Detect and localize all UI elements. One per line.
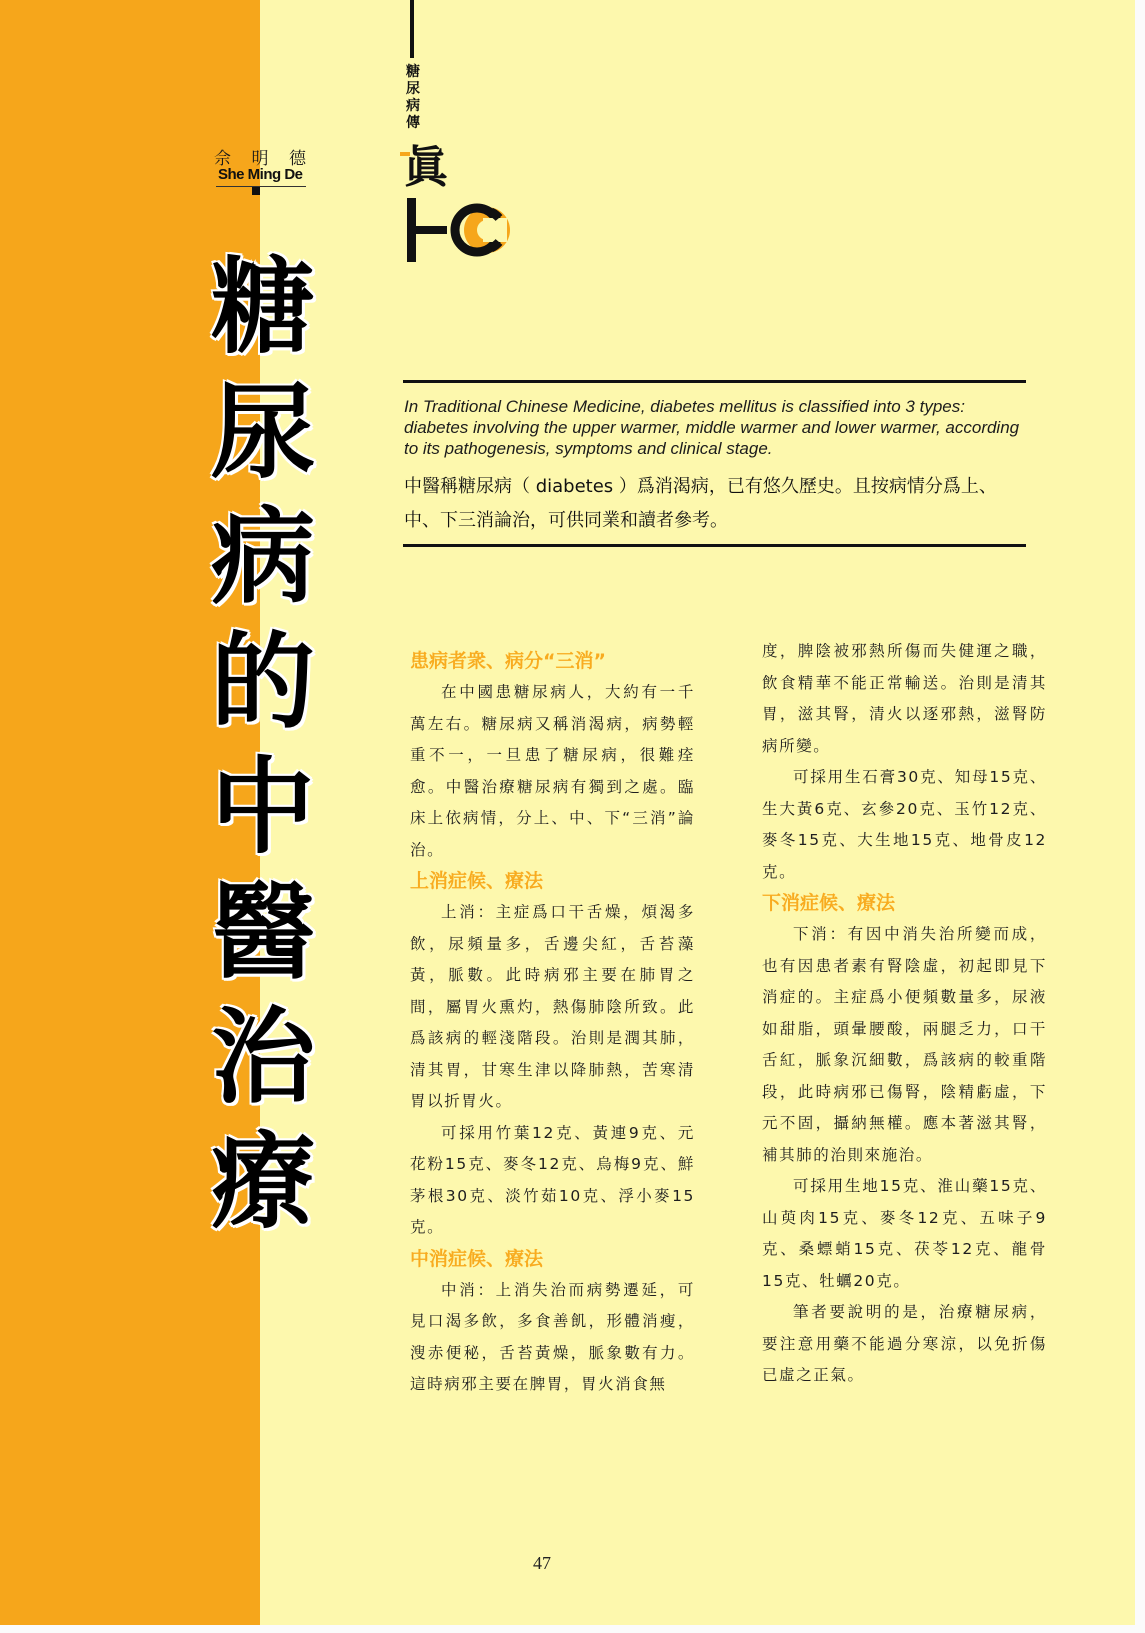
article-title [208,245,318,1245]
abstract-rule-top [403,380,1026,383]
body-column-right [762,636,1047,1392]
paragraph: 可採用生石膏30克、知母15克、生大黃6克、玄參20克、玉竹12克、麥冬15克、大生地15克、地骨皮12克。 [762,768,1047,881]
section-heading: 下消症候、療法 [762,892,896,914]
paragraph: 可採用竹葉12克、黃連9克、元花粉15克、麥冬12克、烏梅9克、鮮茅根30克、淡竹茹10克、浮小麥15克。 [410,1123,695,1236]
author-char: 明 [251,149,269,169]
page-edge-right [1135,0,1145,1633]
abstract-chinese: 中醫稱糖尿病（ diabetes ）爲消渴病，已有悠久歷史。且按病情分爲上、中、下三消論治，可供同業和讀者參考。 [404,476,997,531]
author-char: 佘 [214,149,231,169]
paragraph: 度，脾陰被邪熱所傷而失健運之職，飲食精華不能正常輸送。治則是清其胃，滋其腎，清火以逐邪熱，滋腎防病所變。 [762,642,1047,755]
title-char: 中 [210,746,315,868]
author-divider [216,186,306,187]
column-name-char: 糖 [406,64,420,80]
title-char: 療 [210,1121,315,1243]
column-name-char: 尿 [406,81,420,97]
author-tick-mark [252,187,260,195]
abstract-english: In Traditional Chinese Medicine, diabetes mellitus is classified into 3 types: diabetes involving the upper warmer, middle warmer and lower warmer, according to its pathogenesis, symptoms and clinical stage. [404,397,1020,458]
abstract-rule-bottom [403,544,1026,547]
body-column-left [410,646,695,1401]
title-char: 糖 [210,246,315,368]
section-heading: 患病者衆、病分“三消” [410,650,606,672]
column-name-char: 病 [406,98,420,114]
page-number: 47 [533,1553,551,1573]
paragraph: 筆者要說明的是，治療糖尿病，要注意用藥不能過分寒涼，以免折傷已虛之正氣。 [762,1303,1047,1384]
column-header-bar [410,0,414,58]
paragraph: 下消：有因中消失治所變而成，也有因患者素有腎陰虛，初起即見下消症的。主症爲小便頻數量多，尿液如甜脂，頭暈腰酸，兩腿乏力，口干舌紅，脈象沉細數，爲該病的較重階段，此時病邪已傷腎，陰精虧虛，下元不固，攝納無權。應本著滋其腎，補其肺的治則來施治。 [762,925,1047,1164]
column-mark-glyph: 眞 [404,142,448,193]
paragraph: 中消：上消失治而病勢遷延，可見口渴多飲，多食善飢，形體消瘦，溲赤便秘，舌苔黃燥，脈象數有力。這時病邪主要在脾胃，胃火消食無 [410,1280,695,1393]
page-edge-bottom [0,1625,1145,1633]
title-char: 醫 [210,871,315,993]
title-char: 的 [210,621,315,743]
hc-logo [407,198,525,262]
paragraph: 可採用生地15克、淮山藥15克、山萸肉15克、麥冬12克、五味子9克、桑螵蛸15克、茯苓12克、龍骨15克、牡蠣20克。 [762,1177,1047,1290]
paragraph: 在中國患糖尿病人，大約有一千萬左右。糖尿病又稱消渴病，病勢輕重不一，一旦患了糖尿病，很難痊愈。中醫治療糖尿病有獨到之處。臨床上依病情，分上、中、下“三消”論治。 [410,683,695,859]
title-char: 治 [210,996,315,1118]
title-char: 病 [210,496,315,618]
column-name-char: 傳 [406,115,420,131]
paragraph: 上消：主症爲口干舌燥，煩渴多飲，尿頻量多，舌邊尖紅，舌苔藻黃，脈數。此時病邪主要在肺胃之間，屬胃火熏灼，熱傷肺陰所致。此爲該病的輕淺階段。治則是潤其肺，清其胃，甘寒生津以降肺熱，苦寒清胃以折胃火。 [410,903,695,1110]
author-char: 德 [289,149,306,169]
section-heading: 中消症候、療法 [410,1247,544,1270]
column-name [405,64,421,132]
section-heading: 上消症候、療法 [410,870,544,892]
author-name-en: She Ming De [218,166,303,183]
title-char: 尿 [210,371,315,493]
